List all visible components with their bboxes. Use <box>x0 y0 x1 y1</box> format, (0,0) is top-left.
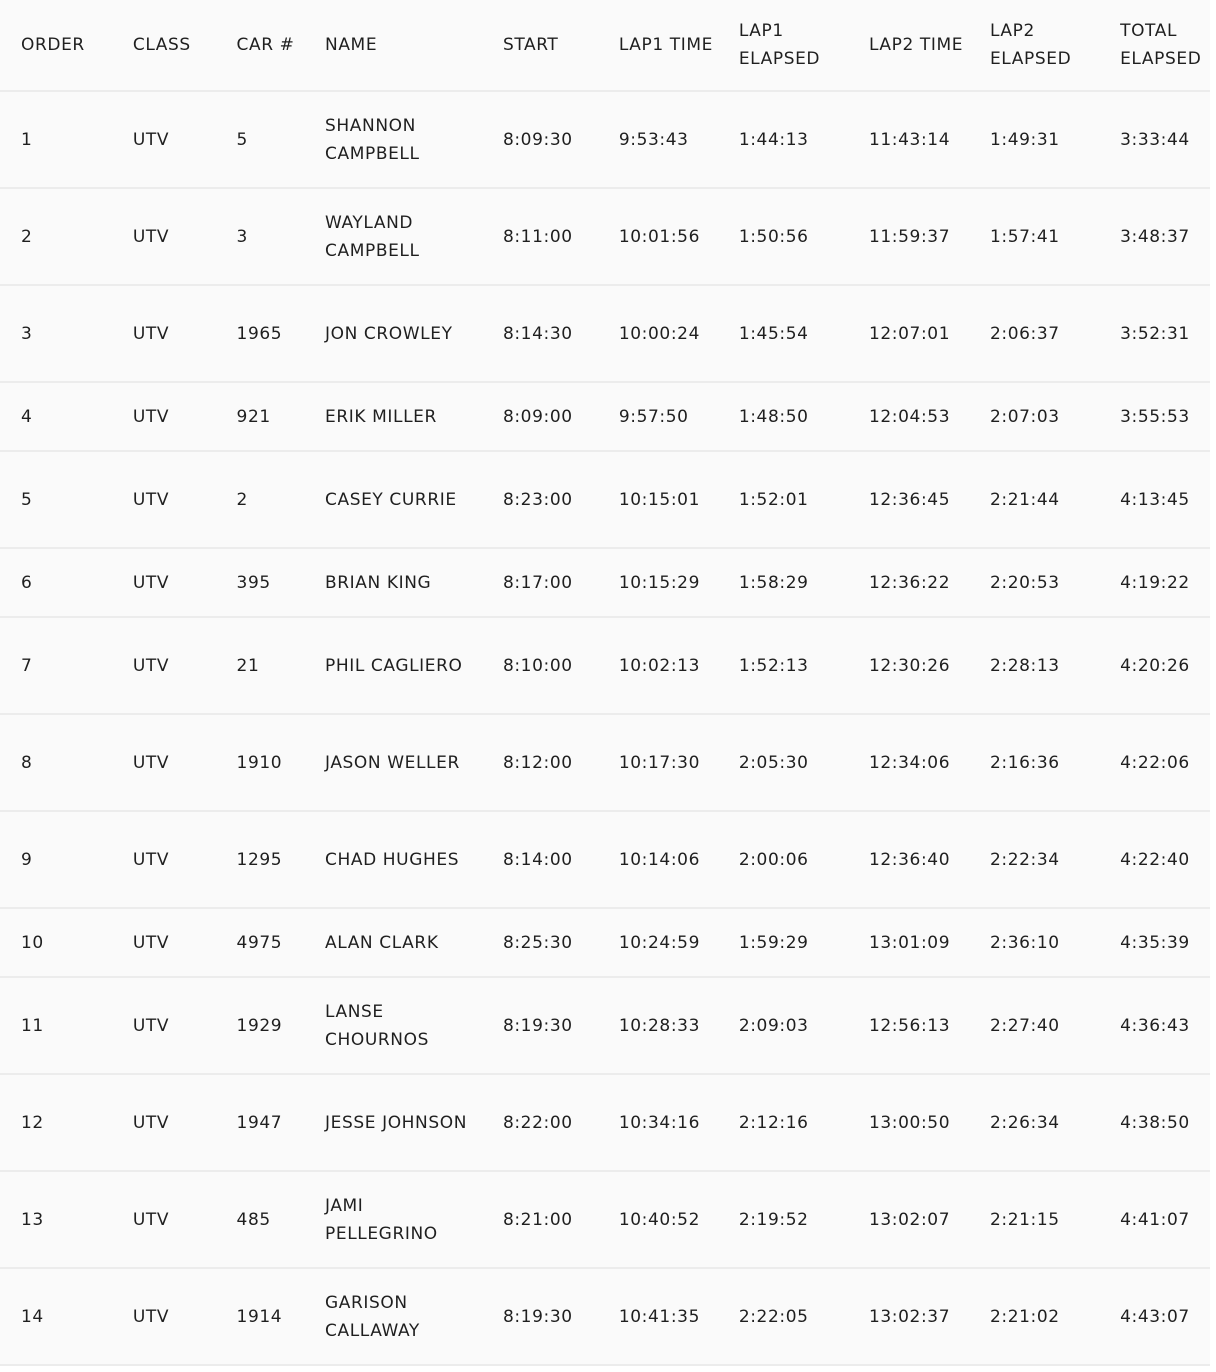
cell-lap2-time: 12:30:26 <box>848 617 969 714</box>
header-class: CLASS <box>112 0 216 91</box>
cell-driver-name: WAYLAND CAMPBELL <box>304 188 482 285</box>
cell-car-number: 1910 <box>216 714 304 811</box>
cell-total-elapsed: 3:48:37 <box>1099 188 1210 285</box>
cell-lap1-elapsed: 1:44:13 <box>718 91 848 188</box>
cell-lap1-time: 10:15:01 <box>598 451 718 548</box>
cell-start-time: 8:17:00 <box>482 548 598 617</box>
cell-car-number: 921 <box>216 382 304 451</box>
header-lap1-elapsed: LAP1 ELAPSED <box>718 0 848 91</box>
cell-lap2-elapsed: 1:49:31 <box>969 91 1099 188</box>
cell-total-elapsed: 4:36:43 <box>1099 977 1210 1074</box>
cell-lap1-time: 9:57:50 <box>598 382 718 451</box>
cell-lap2-time: 11:59:37 <box>848 188 969 285</box>
cell-total-elapsed: 3:33:44 <box>1099 91 1210 188</box>
cell-car-number: 485 <box>216 1171 304 1268</box>
header-lap2-time: LAP2 TIME <box>848 0 969 91</box>
table-row <box>0 91 1210 188</box>
cell-total-elapsed: 3:55:53 <box>1099 382 1210 451</box>
cell-class: UTV <box>112 1171 216 1268</box>
cell-order: 4 <box>0 382 112 451</box>
cell-lap1-elapsed: 1:45:54 <box>718 285 848 382</box>
cell-lap2-time: 12:36:45 <box>848 451 969 548</box>
cell-order: 14 <box>0 1268 112 1365</box>
table-row <box>0 548 1210 617</box>
cell-lap2-time: 12:04:53 <box>848 382 969 451</box>
cell-lap1-elapsed: 2:12:16 <box>718 1074 848 1171</box>
cell-car-number: 2 <box>216 451 304 548</box>
cell-car-number: 3 <box>216 188 304 285</box>
cell-order: 9 <box>0 811 112 908</box>
cell-order: 10 <box>0 908 112 977</box>
cell-lap2-time: 13:01:09 <box>848 908 969 977</box>
cell-lap1-elapsed: 1:58:29 <box>718 548 848 617</box>
cell-driver-name: JASON WELLER <box>304 714 482 811</box>
cell-start-time: 8:25:30 <box>482 908 598 977</box>
cell-lap1-time: 10:24:59 <box>598 908 718 977</box>
cell-lap2-time: 12:36:40 <box>848 811 969 908</box>
cell-class: UTV <box>112 1268 216 1365</box>
cell-driver-name: CASEY CURRIE <box>304 451 482 548</box>
table-header <box>0 0 1210 91</box>
table-row <box>0 1074 1210 1171</box>
table-row <box>0 382 1210 451</box>
cell-class: UTV <box>112 977 216 1074</box>
cell-total-elapsed: 4:41:07 <box>1099 1171 1210 1268</box>
cell-start-time: 8:21:00 <box>482 1171 598 1268</box>
cell-lap2-time: 12:56:13 <box>848 977 969 1074</box>
cell-car-number: 1965 <box>216 285 304 382</box>
header-car: CAR # <box>216 0 304 91</box>
cell-car-number: 1295 <box>216 811 304 908</box>
cell-lap1-time: 10:40:52 <box>598 1171 718 1268</box>
table-row <box>0 1171 1210 1268</box>
cell-car-number: 4975 <box>216 908 304 977</box>
cell-car-number: 1914 <box>216 1268 304 1365</box>
cell-order: 11 <box>0 977 112 1074</box>
cell-class: UTV <box>112 811 216 908</box>
header-lap1-time: LAP1 TIME <box>598 0 718 91</box>
header-name: NAME <box>304 0 482 91</box>
cell-lap1-time: 10:15:29 <box>598 548 718 617</box>
header-row <box>0 0 1210 91</box>
table-row <box>0 811 1210 908</box>
cell-lap1-elapsed: 2:00:06 <box>718 811 848 908</box>
cell-order: 1 <box>0 91 112 188</box>
cell-class: UTV <box>112 91 216 188</box>
cell-car-number: 1929 <box>216 977 304 1074</box>
cell-lap2-elapsed: 2:26:34 <box>969 1074 1099 1171</box>
cell-lap1-time: 10:02:13 <box>598 617 718 714</box>
cell-driver-name: JESSE JOHNSON <box>304 1074 482 1171</box>
cell-lap2-elapsed: 2:06:37 <box>969 285 1099 382</box>
cell-lap1-time: 10:14:06 <box>598 811 718 908</box>
cell-car-number: 1947 <box>216 1074 304 1171</box>
header-start: START <box>482 0 598 91</box>
cell-total-elapsed: 4:22:06 <box>1099 714 1210 811</box>
cell-lap1-elapsed: 2:05:30 <box>718 714 848 811</box>
cell-class: UTV <box>112 548 216 617</box>
cell-class: UTV <box>112 285 216 382</box>
cell-order: 7 <box>0 617 112 714</box>
cell-start-time: 8:10:00 <box>482 617 598 714</box>
table-row <box>0 617 1210 714</box>
cell-lap2-time: 13:02:07 <box>848 1171 969 1268</box>
cell-driver-name: JON CROWLEY <box>304 285 482 382</box>
cell-lap2-elapsed: 2:21:44 <box>969 451 1099 548</box>
cell-class: UTV <box>112 451 216 548</box>
cell-class: UTV <box>112 908 216 977</box>
cell-lap1-elapsed: 1:52:01 <box>718 451 848 548</box>
table-row <box>0 908 1210 977</box>
cell-driver-name: ERIK MILLER <box>304 382 482 451</box>
cell-lap1-elapsed: 1:50:56 <box>718 188 848 285</box>
cell-lap1-elapsed: 1:48:50 <box>718 382 848 451</box>
cell-order: 2 <box>0 188 112 285</box>
cell-car-number: 395 <box>216 548 304 617</box>
cell-lap2-elapsed: 2:27:40 <box>969 977 1099 1074</box>
cell-total-elapsed: 4:38:50 <box>1099 1074 1210 1171</box>
cell-lap2-elapsed: 2:21:02 <box>969 1268 1099 1365</box>
cell-lap2-elapsed: 2:07:03 <box>969 382 1099 451</box>
cell-lap1-time: 10:00:24 <box>598 285 718 382</box>
cell-lap1-time: 10:17:30 <box>598 714 718 811</box>
cell-class: UTV <box>112 714 216 811</box>
cell-driver-name: PHIL CAGLIERO <box>304 617 482 714</box>
cell-order: 5 <box>0 451 112 548</box>
cell-driver-name: LANSE CHOURNOS <box>304 977 482 1074</box>
cell-lap1-elapsed: 2:19:52 <box>718 1171 848 1268</box>
cell-lap1-elapsed: 2:22:05 <box>718 1268 848 1365</box>
header-lap2-elapsed: LAP2 ELAPSED <box>969 0 1099 91</box>
table-body <box>0 91 1210 1365</box>
cell-class: UTV <box>112 188 216 285</box>
cell-start-time: 8:19:30 <box>482 1268 598 1365</box>
cell-order: 3 <box>0 285 112 382</box>
cell-driver-name: BRIAN KING <box>304 548 482 617</box>
table-row <box>0 285 1210 382</box>
cell-lap2-elapsed: 2:21:15 <box>969 1171 1099 1268</box>
cell-class: UTV <box>112 1074 216 1171</box>
cell-lap2-elapsed: 2:22:34 <box>969 811 1099 908</box>
cell-lap2-time: 12:07:01 <box>848 285 969 382</box>
cell-total-elapsed: 4:13:45 <box>1099 451 1210 548</box>
cell-start-time: 8:23:00 <box>482 451 598 548</box>
cell-class: UTV <box>112 382 216 451</box>
cell-order: 6 <box>0 548 112 617</box>
cell-lap1-elapsed: 1:59:29 <box>718 908 848 977</box>
cell-total-elapsed: 4:22:40 <box>1099 811 1210 908</box>
header-order: ORDER <box>0 0 112 91</box>
cell-driver-name: GARISON CALLAWAY <box>304 1268 482 1365</box>
cell-lap1-elapsed: 2:09:03 <box>718 977 848 1074</box>
cell-lap2-time: 13:02:37 <box>848 1268 969 1365</box>
cell-lap2-time: 12:36:22 <box>848 548 969 617</box>
cell-lap2-elapsed: 2:28:13 <box>969 617 1099 714</box>
header-total-elapsed: TOTAL ELAPSED <box>1099 0 1210 91</box>
cell-car-number: 5 <box>216 91 304 188</box>
cell-driver-name: SHANNON CAMPBELL <box>304 91 482 188</box>
cell-order: 8 <box>0 714 112 811</box>
cell-lap1-time: 10:28:33 <box>598 977 718 1074</box>
cell-total-elapsed: 4:19:22 <box>1099 548 1210 617</box>
table-row <box>0 1268 1210 1365</box>
cell-start-time: 8:22:00 <box>482 1074 598 1171</box>
cell-driver-name: CHAD HUGHES <box>304 811 482 908</box>
cell-driver-name: ALAN CLARK <box>304 908 482 977</box>
cell-lap1-time: 10:34:16 <box>598 1074 718 1171</box>
table-row <box>0 977 1210 1074</box>
cell-start-time: 8:11:00 <box>482 188 598 285</box>
cell-lap2-elapsed: 2:16:36 <box>969 714 1099 811</box>
cell-start-time: 8:09:00 <box>482 382 598 451</box>
cell-lap2-time: 11:43:14 <box>848 91 969 188</box>
cell-total-elapsed: 4:43:07 <box>1099 1268 1210 1365</box>
cell-start-time: 8:19:30 <box>482 977 598 1074</box>
cell-start-time: 8:09:30 <box>482 91 598 188</box>
cell-class: UTV <box>112 617 216 714</box>
cell-driver-name: JAMI PELLEGRINO <box>304 1171 482 1268</box>
cell-order: 13 <box>0 1171 112 1268</box>
cell-car-number: 21 <box>216 617 304 714</box>
cell-lap1-time: 10:41:35 <box>598 1268 718 1365</box>
cell-lap2-elapsed: 2:20:53 <box>969 548 1099 617</box>
cell-start-time: 8:12:00 <box>482 714 598 811</box>
cell-start-time: 8:14:00 <box>482 811 598 908</box>
cell-lap2-elapsed: 1:57:41 <box>969 188 1099 285</box>
cell-order: 12 <box>0 1074 112 1171</box>
cell-total-elapsed: 3:52:31 <box>1099 285 1210 382</box>
cell-lap2-elapsed: 2:36:10 <box>969 908 1099 977</box>
cell-lap2-time: 12:34:06 <box>848 714 969 811</box>
cell-lap1-time: 10:01:56 <box>598 188 718 285</box>
cell-total-elapsed: 4:20:26 <box>1099 617 1210 714</box>
table-row <box>0 714 1210 811</box>
table-row <box>0 188 1210 285</box>
cell-total-elapsed: 4:35:39 <box>1099 908 1210 977</box>
cell-start-time: 8:14:30 <box>482 285 598 382</box>
cell-lap1-time: 9:53:43 <box>598 91 718 188</box>
cell-lap2-time: 13:00:50 <box>848 1074 969 1171</box>
cell-lap1-elapsed: 1:52:13 <box>718 617 848 714</box>
table-row <box>0 451 1210 548</box>
